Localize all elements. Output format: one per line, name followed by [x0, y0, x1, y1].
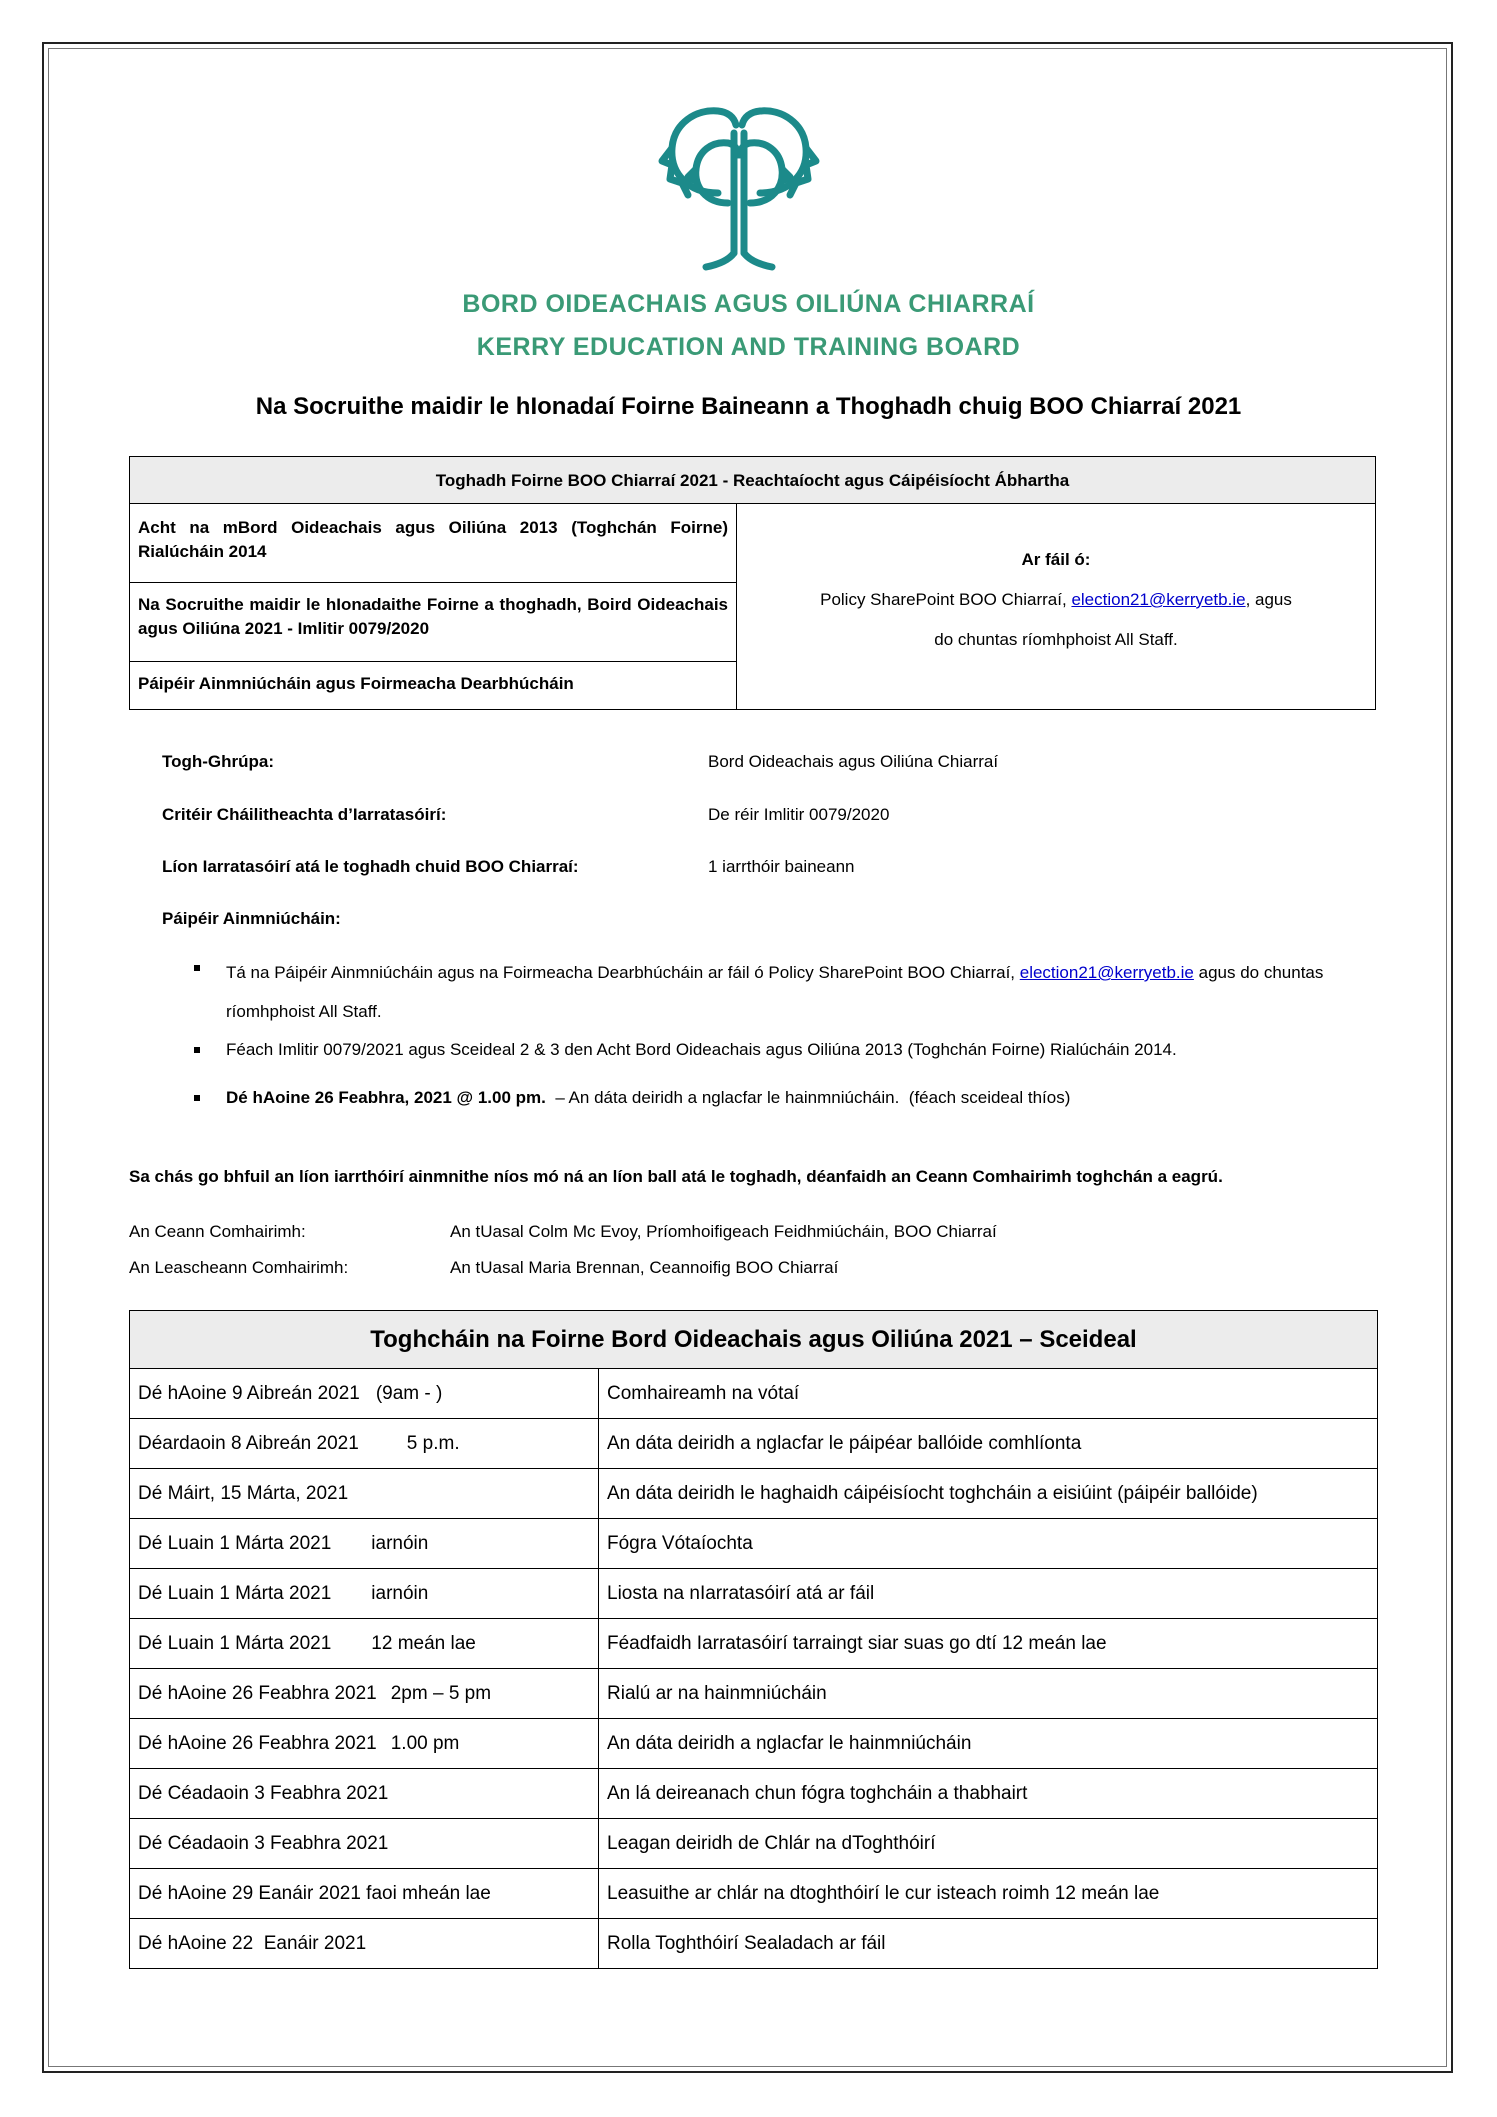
schedule-table: [129, 1310, 1378, 1969]
schedule-date: Dé Luain 1 Márta 2021: [138, 1532, 332, 1554]
election-note: Sa chás go bhfuil an líon iarrthóirí ainmnithe níos mó ná an líon ball atá le toghadh, déanfaidh an Ceann Comhairimh toghchán a eagrú.: [129, 1167, 1223, 1186]
schedule-event: Rolla Toghthóirí Sealadach ar fáil: [599, 1919, 1378, 1969]
schedule-row: [130, 1669, 1378, 1719]
schedule-row: [130, 1369, 1378, 1419]
schedule-date: Dé hAoine 26 Feabhra 2021: [138, 1682, 377, 1704]
bullet-text: agus do chuntas ríomhphoist All Staff.: [226, 963, 1324, 1021]
schedule-date-cell: [130, 1719, 599, 1769]
election-email-link[interactable]: election21@kerryetb.ie: [1071, 590, 1246, 609]
schedule-date: Déardaoin 8 Aibreán 2021: [138, 1432, 359, 1454]
schedule-date: Dé hAoine 26 Feabhra 2021: [138, 1732, 377, 1754]
eligibility-criteria-label: Critéir Cháilitheachta d’Iarratasóirí:: [162, 805, 447, 824]
schedule-date-cell: [130, 1869, 599, 1919]
schedule-date-cell: [130, 1669, 599, 1719]
schedule-date-cell: [130, 1519, 599, 1569]
candidates-number-label: Líon Iarratasóirí atá le toghadh chuid BOO Chiarraí:: [162, 857, 579, 876]
electoral-group-value: Bord Oideachais agus Oiliúna Chiarraí: [708, 752, 999, 771]
schedule-event: An dáta deiridh le haghaidh cáipéisíocht toghcháin a eisiúint (páipéir ballóide): [599, 1469, 1378, 1519]
schedule-event: An dáta deiridh a nglacfar le páipéar ballóide comhlíonta: [599, 1419, 1378, 1469]
schedule-event: Liosta na nIarratasóirí atá ar fáil: [599, 1569, 1378, 1619]
schedule-event: Comhaireamh na vótaí: [599, 1369, 1378, 1419]
schedule-event: Leasuithe ar chlár na dtoghthóirí le cur isteach roimh 12 meán lae: [599, 1869, 1378, 1919]
schedule-time: iarnóin: [371, 1532, 429, 1554]
bullet-item: Féach Imlitir 0079/2021 agus Sceideal 2 & 3 den Acht Bord Oideachais agus Oiliúna 2013 (Toghchán Foirne) Rialúcháin 2014.: [190, 1035, 1380, 1065]
schedule-date-cell: [130, 1769, 599, 1819]
availability-text: Policy SharePoint BOO Chiarraí,: [820, 590, 1072, 609]
schedule-date-cell: [130, 1369, 599, 1419]
eligibility-criteria-value: De réir Imlitir 0079/2020: [708, 805, 890, 824]
schedule-row: [130, 1469, 1378, 1519]
schedule-date: Dé hAoine 29 Eanáir 2021 faoi mheán lae: [138, 1882, 491, 1904]
schedule-time: iarnóin: [371, 1582, 429, 1604]
schedule-date: Dé Céadaoin 3 Feabhra 2021: [138, 1782, 389, 1804]
schedule-row: [130, 1569, 1378, 1619]
availability-label: Ar fáil ó:: [1021, 550, 1091, 569]
legislation-item: Acht na mBord Oideachais agus Oiliúna 2013 (Toghchán Foirne) Rialúcháin 2014: [138, 518, 728, 561]
bullet-item: [190, 1083, 1380, 1113]
closing-date: Dé hAoine 26 Feabhra, 2021 @ 1.00 pm.: [226, 1088, 546, 1107]
schedule-event: Leagan deiridh de Chlár na dToghthóirí: [599, 1819, 1378, 1869]
schedule-row: [130, 1769, 1378, 1819]
schedule-date: Dé Máirt, 15 Márta, 2021: [138, 1482, 349, 1504]
returning-officer-label: An Ceann Comhairimh:: [129, 1222, 306, 1241]
deputy-returning-officer-value: An tUasal Maria Brennan, Ceannoifig BOO Chiarraí: [450, 1258, 839, 1277]
schedule-row: [130, 1519, 1378, 1569]
schedule-date: Dé hAoine 22 Eanáir 2021: [138, 1932, 367, 1954]
candidates-number-value: 1 iarrthóir baineann: [708, 857, 855, 876]
availability-text: , agus: [1245, 590, 1292, 609]
schedule-date-cell: [130, 1819, 599, 1869]
schedule-date-cell: [130, 1419, 599, 1469]
bullet-text: – An dáta deiridh a nglacfar le hainmniúcháin. (féach sceideal thíos): [545, 1088, 1071, 1107]
schedule-date: Dé Luain 1 Márta 2021: [138, 1582, 332, 1604]
schedule-time: 12 meán lae: [371, 1632, 476, 1654]
schedule-date-cell: [130, 1569, 599, 1619]
schedule-event: An dáta deiridh a nglacfar le hainmniúcháin: [599, 1719, 1378, 1769]
schedule-heading: Toghcháin na Foirne Bord Oideachais agus Oiliúna 2021 – Sceideal: [130, 1311, 1378, 1369]
schedule-date-cell: [130, 1469, 599, 1519]
org-name-english: KERRY EDUCATION AND TRAINING BOARD: [476, 333, 1021, 361]
legislation-table: [129, 456, 1376, 710]
availability-line-1: [737, 580, 1375, 620]
legislation-item: Na Socruithe maidir le hIonadaithe Foirne a thoghadh, Boird Oideachais agus Oiliúna 2021 - Imlitir 0079/2020: [138, 595, 728, 638]
bullet-text: Tá na Páipéir Ainmniúcháin agus na Foirmeacha Dearbhúcháin ar fáil ó Policy SharePoint BOO Chiarraí,: [226, 963, 1020, 982]
schedule-date: Dé hAoine 9 Aibreán 2021: [138, 1382, 360, 1404]
bullet-item: [190, 953, 1380, 1031]
deputy-returning-officer-label: An Leascheann Comhairimh:: [129, 1258, 349, 1277]
schedule-event: Fógra Vótaíochta: [599, 1519, 1378, 1569]
legislation-item: Páipéir Ainmniúcháin agus Foirmeacha Dearbhúcháin: [138, 674, 574, 693]
availability-line-2: do chuntas ríomhphoist All Staff.: [934, 630, 1178, 649]
nomination-bullets: [190, 953, 1380, 1113]
nomination-papers-label: Páipéir Ainmniúcháin:: [162, 909, 341, 928]
schedule-row: [130, 1719, 1378, 1769]
schedule-time: 1.00 pm: [390, 1732, 460, 1754]
electoral-group-label: Togh-Ghrúpa:: [162, 752, 275, 771]
schedule-date: Dé Céadaoin 3 Feabhra 2021: [138, 1832, 389, 1854]
legislation-list: [130, 504, 737, 709]
schedule-date-cell: [130, 1619, 599, 1669]
schedule-date: Dé Luain 1 Márta 2021: [138, 1632, 332, 1654]
schedule-row: [130, 1919, 1378, 1969]
schedule-event: Féadfaidh Iarratasóirí tarraingt siar suas go dtí 12 meán lae: [599, 1619, 1378, 1669]
schedule-event: Rialú ar na hainmniúcháin: [599, 1669, 1378, 1719]
schedule-time: 5 p.m.: [406, 1432, 460, 1454]
legislation-table-heading: Toghadh Foirne BOO Chiarraí 2021 - Reachtaíocht agus Cáipéisíocht Ábhartha: [130, 457, 1375, 504]
schedule-row: [130, 1819, 1378, 1869]
schedule-row: [130, 1869, 1378, 1919]
org-name-irish: BORD OIDEACHAIS AGUS OILIÚNA CHIARRAÍ: [462, 290, 1035, 318]
election-email-link[interactable]: election21@kerryetb.ie: [1019, 963, 1194, 982]
schedule-date-cell: [130, 1919, 599, 1969]
schedule-row: [130, 1619, 1378, 1669]
availability-info: [737, 504, 1375, 709]
returning-officer-value: An tUasal Colm Mc Evoy, Príomhoifigeach Feidhmiúcháin, BOO Chiarraí: [450, 1222, 997, 1241]
kerry-etb-logo-icon: [648, 103, 830, 275]
schedule-time: (9am - ): [375, 1382, 443, 1404]
schedule-event: An lá deireanach chun fógra toghcháin a thabhairt: [599, 1769, 1378, 1819]
page-title: Na Socruithe maidir le hIonadaí Foirne Baineann a Thoghadh chuig BOO Chiarraí 2021: [255, 393, 1242, 420]
schedule-row: [130, 1419, 1378, 1469]
schedule-time: 2pm – 5 pm: [390, 1682, 492, 1704]
